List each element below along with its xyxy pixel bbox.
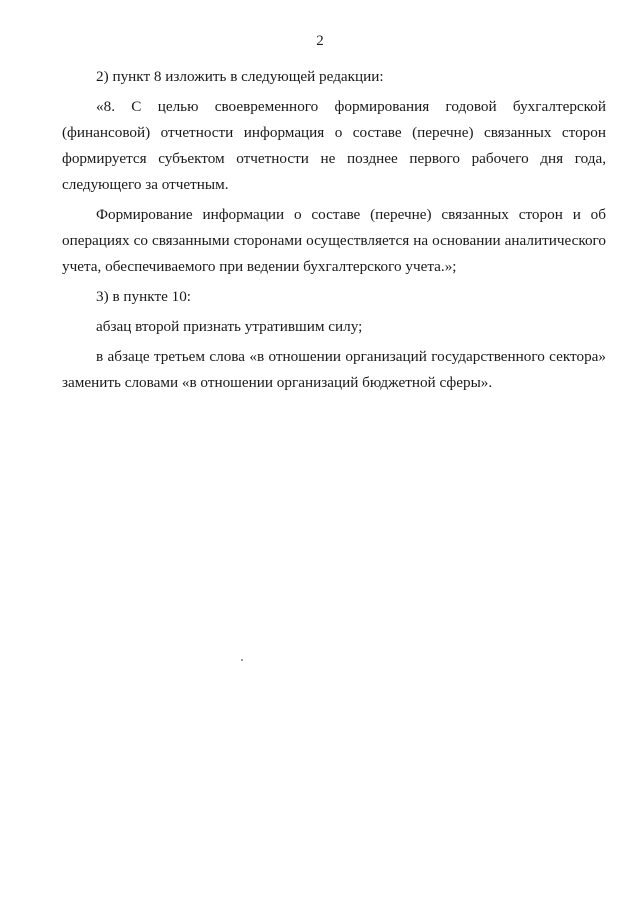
page-number: 2 [316, 33, 324, 49]
paragraph-item-2: 2) пункт 8 изложить в следующей редакции: [96, 68, 384, 85]
scan-speck [241, 659, 243, 661]
paragraph-abzac-third: в абзаце третьем слова «в отношении организаций государственного сектора» заменить словами «в отношении организаций бюджетной сферы». [62, 348, 606, 391]
paragraph-item-3: 3) в пункте 10: [96, 288, 192, 305]
paragraph-clause-8-text: «8. С целью своевременного формирования годовой бухгалтерской (финансовой) отчетности информация о составе (перечне) связанных сторон формируется субъектом отчетности не позднее первого рабочего дня года, следующего за отчетным. [62, 98, 606, 193]
document-body [62, 64, 606, 400]
paragraph-related-parties-info: Формирование информации о составе (перечне) связанных сторон и об операциях со связанными сторонами осуществляется на основании аналитического учета, обеспечиваемого при ведении бухгалтерского учета.»; [62, 206, 606, 275]
paragraph-abzac-second: абзац второй признать утратившим силу; [96, 318, 363, 335]
